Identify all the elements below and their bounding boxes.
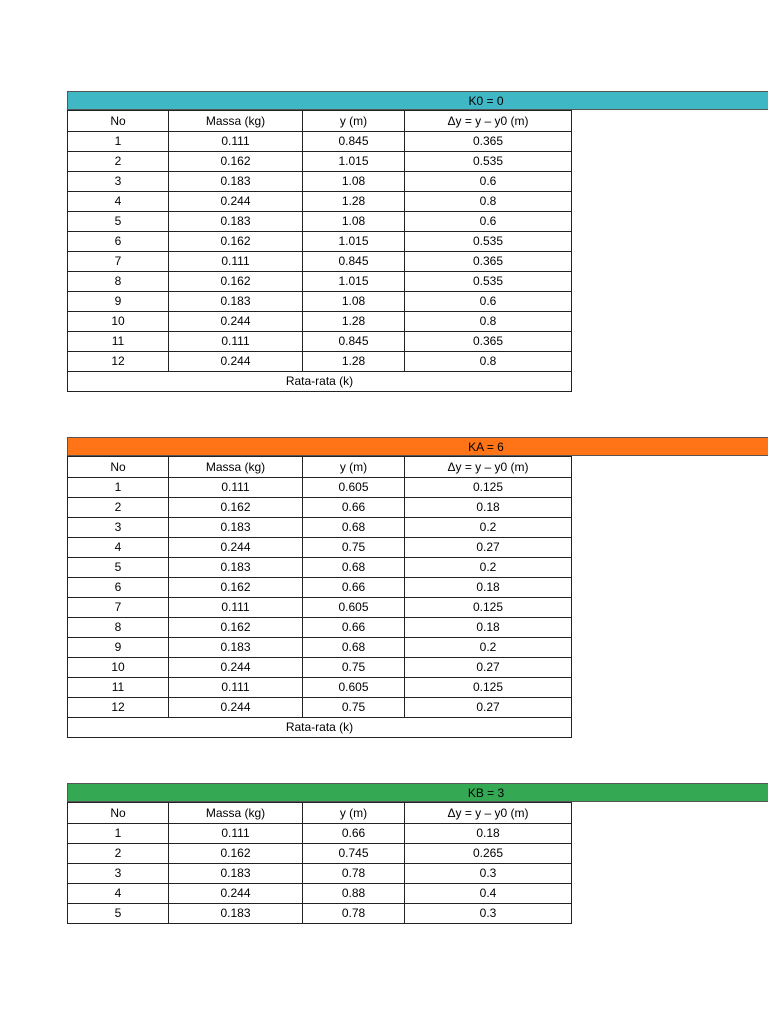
table-cell: 0.3 bbox=[405, 864, 572, 884]
table-cell: 0.111 bbox=[169, 332, 303, 352]
table-cell: 0.162 bbox=[169, 578, 303, 598]
table-cell: 0.244 bbox=[169, 352, 303, 372]
table-cell: 6 bbox=[68, 232, 169, 252]
table-cell: 5 bbox=[68, 212, 169, 232]
column-header-row bbox=[68, 803, 572, 824]
table-cell: 1 bbox=[68, 478, 169, 498]
data-table bbox=[67, 456, 572, 738]
column-header-row bbox=[68, 457, 572, 478]
table-cell: 0.8 bbox=[405, 352, 572, 372]
table-row bbox=[68, 232, 572, 252]
table-cell: 0.183 bbox=[169, 864, 303, 884]
table-cell: 8 bbox=[68, 272, 169, 292]
table-cell: 0.27 bbox=[405, 698, 572, 718]
table-row bbox=[68, 904, 572, 924]
table-cell: 1.08 bbox=[303, 292, 405, 312]
table-cell: 0.78 bbox=[303, 904, 405, 924]
average-label: Rata-rata (k) bbox=[68, 718, 572, 738]
table-cell: 0.244 bbox=[169, 538, 303, 558]
column-header: No bbox=[68, 111, 169, 132]
table-row bbox=[68, 332, 572, 352]
column-header-row bbox=[68, 111, 572, 132]
table-cell: 0.244 bbox=[169, 884, 303, 904]
column-header: Δy = y – y0 (m) bbox=[405, 111, 572, 132]
table-cell: 10 bbox=[68, 658, 169, 678]
table-row bbox=[68, 698, 572, 718]
table-row bbox=[68, 864, 572, 884]
table-row bbox=[68, 192, 572, 212]
table-cell: 0.244 bbox=[169, 698, 303, 718]
table-cell: 0.605 bbox=[303, 678, 405, 698]
table-cell: 0.111 bbox=[169, 598, 303, 618]
table-cell: 0.183 bbox=[169, 904, 303, 924]
table-cell: 0.111 bbox=[169, 678, 303, 698]
table-row bbox=[68, 598, 572, 618]
table-cell: 0.6 bbox=[405, 292, 572, 312]
table-cell: 0.183 bbox=[169, 558, 303, 578]
table-cell: 1.08 bbox=[303, 172, 405, 192]
table-cell: 0.365 bbox=[405, 332, 572, 352]
table-row bbox=[68, 884, 572, 904]
table-cell: 2 bbox=[68, 498, 169, 518]
table-cell: 0.8 bbox=[405, 312, 572, 332]
table-cell: 0.365 bbox=[405, 252, 572, 272]
table-cell: 0.162 bbox=[169, 232, 303, 252]
table-cell: 0.535 bbox=[405, 232, 572, 252]
table-row bbox=[68, 132, 572, 152]
table-header-band bbox=[67, 91, 768, 110]
table-cell: 6 bbox=[68, 578, 169, 598]
table-cell: 4 bbox=[68, 192, 169, 212]
table-cell: 0.183 bbox=[169, 172, 303, 192]
table-cell: 0.75 bbox=[303, 538, 405, 558]
table-cell: 1.015 bbox=[303, 152, 405, 172]
table-cell: 1.28 bbox=[303, 352, 405, 372]
table-cell: 0.125 bbox=[405, 678, 572, 698]
column-header: Δy = y – y0 (m) bbox=[405, 803, 572, 824]
table-cell: 0.111 bbox=[169, 824, 303, 844]
column-header: No bbox=[68, 803, 169, 824]
table-row bbox=[68, 212, 572, 232]
table-cell: 3 bbox=[68, 864, 169, 884]
table-cell: 0.365 bbox=[405, 132, 572, 152]
table-cell: 0.162 bbox=[169, 272, 303, 292]
table-cell: 0.605 bbox=[303, 598, 405, 618]
table-cell: 0.18 bbox=[405, 498, 572, 518]
table-cell: 12 bbox=[68, 352, 169, 372]
table-cell: 0.125 bbox=[405, 598, 572, 618]
table-cell: 0.125 bbox=[405, 478, 572, 498]
table-cell: 0.68 bbox=[303, 638, 405, 658]
column-header: Massa (kg) bbox=[169, 803, 303, 824]
table-row bbox=[68, 478, 572, 498]
table-cell: 1.015 bbox=[303, 232, 405, 252]
table-cell: 2 bbox=[68, 152, 169, 172]
table-row bbox=[68, 518, 572, 538]
table-cell: 0.244 bbox=[169, 312, 303, 332]
table-row bbox=[68, 658, 572, 678]
table-cell: 1 bbox=[68, 132, 169, 152]
table-cell: 10 bbox=[68, 312, 169, 332]
table-row bbox=[68, 352, 572, 372]
table-cell: 0.88 bbox=[303, 884, 405, 904]
table-cell: 0.4 bbox=[405, 884, 572, 904]
column-header: Massa (kg) bbox=[169, 111, 303, 132]
table-cell: 0.27 bbox=[405, 658, 572, 678]
column-header: y (m) bbox=[303, 803, 405, 824]
table-row bbox=[68, 824, 572, 844]
table-cell: 0.75 bbox=[303, 658, 405, 678]
table-cell: 0.605 bbox=[303, 478, 405, 498]
table-cell: 4 bbox=[68, 884, 169, 904]
table-cell: 0.2 bbox=[405, 558, 572, 578]
table-row bbox=[68, 152, 572, 172]
table-cell: 7 bbox=[68, 598, 169, 618]
column-header: y (m) bbox=[303, 457, 405, 478]
table-header-band bbox=[67, 783, 768, 802]
table-row bbox=[68, 558, 572, 578]
table-row bbox=[68, 578, 572, 598]
table-cell: 0.66 bbox=[303, 618, 405, 638]
table-cell: 0.66 bbox=[303, 498, 405, 518]
footer-row bbox=[68, 372, 572, 392]
table-cell: 0.68 bbox=[303, 518, 405, 538]
table-title: KA = 6 bbox=[468, 439, 504, 454]
table-cell: 3 bbox=[68, 518, 169, 538]
table-cell: 0.162 bbox=[169, 618, 303, 638]
table-cell: 12 bbox=[68, 698, 169, 718]
table-cell: 0.845 bbox=[303, 132, 405, 152]
data-table bbox=[67, 110, 572, 392]
table-cell: 0.111 bbox=[169, 132, 303, 152]
table-cell: 0.111 bbox=[169, 478, 303, 498]
column-header: No bbox=[68, 457, 169, 478]
table-cell: 0.66 bbox=[303, 578, 405, 598]
table-row bbox=[68, 638, 572, 658]
table-cell: 0.66 bbox=[303, 824, 405, 844]
table-cell: 0.162 bbox=[169, 498, 303, 518]
table-row bbox=[68, 272, 572, 292]
table-cell: 0.162 bbox=[169, 844, 303, 864]
table-cell: 9 bbox=[68, 638, 169, 658]
table-cell: 0.162 bbox=[169, 152, 303, 172]
table-cell: 1.28 bbox=[303, 192, 405, 212]
data-table bbox=[67, 802, 572, 924]
column-header: y (m) bbox=[303, 111, 405, 132]
table-cell: 0.8 bbox=[405, 192, 572, 212]
table-cell: 0.535 bbox=[405, 272, 572, 292]
table-cell: 11 bbox=[68, 332, 169, 352]
table-cell: 0.183 bbox=[169, 212, 303, 232]
table-row bbox=[68, 292, 572, 312]
table-cell: 2 bbox=[68, 844, 169, 864]
table-row bbox=[68, 678, 572, 698]
table-cell: 1.015 bbox=[303, 272, 405, 292]
table-section-k0 bbox=[67, 91, 768, 392]
table-cell: 1.28 bbox=[303, 312, 405, 332]
table-section-kb bbox=[67, 783, 768, 924]
table-row bbox=[68, 844, 572, 864]
table-title: KB = 3 bbox=[467, 785, 505, 800]
table-cell: 0.2 bbox=[405, 638, 572, 658]
table-cell: 0.78 bbox=[303, 864, 405, 884]
table-cell: 7 bbox=[68, 252, 169, 272]
column-header: Δy = y – y0 (m) bbox=[405, 457, 572, 478]
table-cell: 0.75 bbox=[303, 698, 405, 718]
table-cell: 9 bbox=[68, 292, 169, 312]
table-cell: 0.535 bbox=[405, 152, 572, 172]
table-cell: 0.18 bbox=[405, 824, 572, 844]
table-cell: 0.244 bbox=[169, 658, 303, 678]
table-cell: 0.18 bbox=[405, 618, 572, 638]
table-cell: 0.3 bbox=[405, 904, 572, 924]
table-row bbox=[68, 252, 572, 272]
table-cell: 0.244 bbox=[169, 192, 303, 212]
table-cell: 0.18 bbox=[405, 578, 572, 598]
table-cell: 0.2 bbox=[405, 518, 572, 538]
table-row bbox=[68, 172, 572, 192]
table-cell: 0.183 bbox=[169, 518, 303, 538]
footer-row bbox=[68, 718, 572, 738]
table-cell: 0.68 bbox=[303, 558, 405, 578]
table-row bbox=[68, 538, 572, 558]
table-cell: 11 bbox=[68, 678, 169, 698]
table-cell: 0.111 bbox=[169, 252, 303, 272]
table-cell: 0.845 bbox=[303, 332, 405, 352]
table-cell: 1.08 bbox=[303, 212, 405, 232]
table-cell: 0.183 bbox=[169, 292, 303, 312]
table-cell: 0.265 bbox=[405, 844, 572, 864]
table-title: K0 = 0 bbox=[468, 93, 504, 108]
table-cell: 0.6 bbox=[405, 172, 572, 192]
table-cell: 4 bbox=[68, 538, 169, 558]
column-header: Massa (kg) bbox=[169, 457, 303, 478]
table-cell: 0.6 bbox=[405, 212, 572, 232]
table-cell: 5 bbox=[68, 904, 169, 924]
table-header-band bbox=[67, 437, 768, 456]
table-row bbox=[68, 498, 572, 518]
table-cell: 0.27 bbox=[405, 538, 572, 558]
table-cell: 8 bbox=[68, 618, 169, 638]
table-section-ka bbox=[67, 437, 768, 738]
table-cell: 3 bbox=[68, 172, 169, 192]
table-cell: 0.745 bbox=[303, 844, 405, 864]
table-cell: 5 bbox=[68, 558, 169, 578]
table-row bbox=[68, 618, 572, 638]
average-label: Rata-rata (k) bbox=[68, 372, 572, 392]
table-cell: 1 bbox=[68, 824, 169, 844]
table-cell: 0.845 bbox=[303, 252, 405, 272]
table-cell: 0.183 bbox=[169, 638, 303, 658]
table-row bbox=[68, 312, 572, 332]
